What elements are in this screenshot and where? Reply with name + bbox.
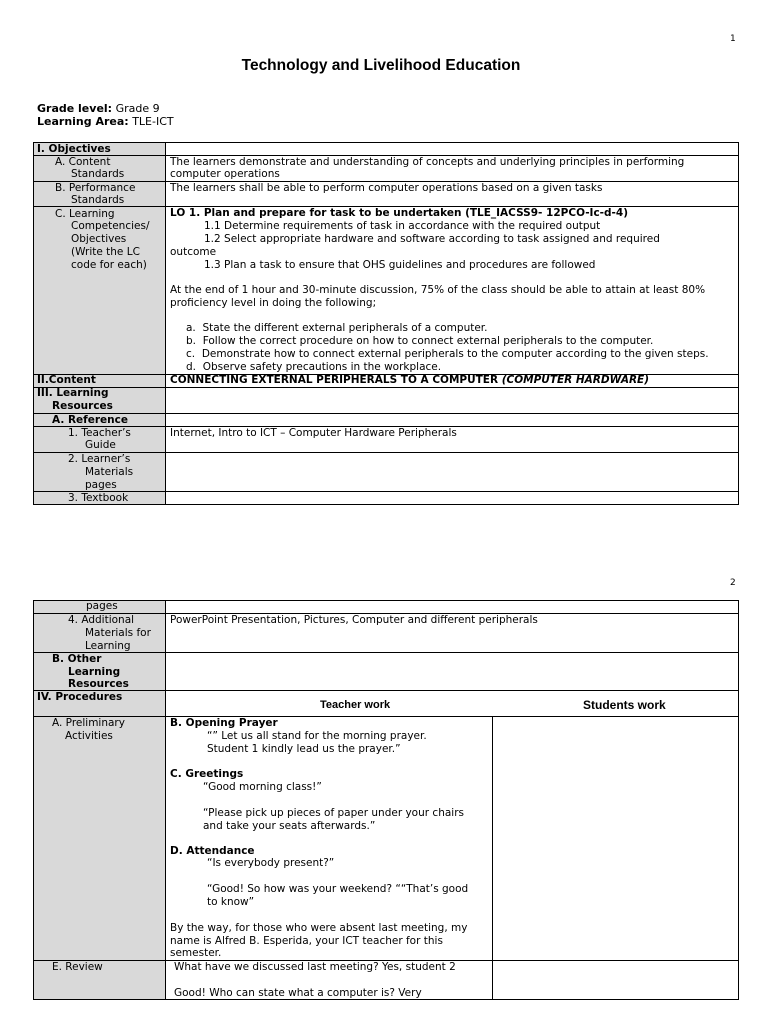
other-resources-label: B. Other xyxy=(52,653,102,665)
attendance-heading: D. Attendance xyxy=(170,845,255,857)
additional-materials-value: PowerPoint Presentation, Pictures, Computer and different peripherals xyxy=(170,614,538,626)
document-title: Technology and Livelihood Education xyxy=(241,57,521,74)
objective-intro: At the end of 1 hour and 30-minute discussion, 75% of the class should be able to attain at least 80% xyxy=(170,284,706,296)
preliminary-activities-label: A. Preliminary xyxy=(52,717,125,729)
additional-materials-label: 4. Additional xyxy=(68,614,135,626)
learners-materials-label: 2. Learner’s xyxy=(68,453,131,465)
page-number: 1 xyxy=(730,34,736,44)
objective-list-item: b. Follow the correct procedure on how to connect external peripherals to the computer. xyxy=(186,335,654,347)
grade-level: Grade level: Grade 9 xyxy=(37,102,160,115)
lo1-item: 1.2 Select appropriate hardware and software according to task assigned and required xyxy=(204,233,660,245)
content-standards-text: The learners demonstrate and understanding of concepts and underlying principles in performing xyxy=(170,156,685,168)
objective-list-item: c. Demonstrate how to connect external peripherals to the computer according to the given steps. xyxy=(186,348,709,360)
reference-label: A. Reference xyxy=(52,414,128,426)
lo1-item: 1.3 Plan a task to ensure that OHS guidelines and procedures are followed xyxy=(204,259,596,271)
objective-list-item: d. Observe safety precautions in the workplace. xyxy=(186,361,442,373)
lo1-item: 1.1 Determine requirements of task in accordance with the required output xyxy=(204,220,601,232)
review-label: E. Review xyxy=(52,961,103,973)
objectives-label: I. Objectives xyxy=(37,143,111,155)
performance-standards-label: B. Performance xyxy=(55,182,136,194)
learning-competencies-label: C. Learning xyxy=(55,208,115,220)
lo1-heading: LO 1. Plan and prepare for task to be undertaken (TLE_IACSS9- 12PCO-Ic-d-4) xyxy=(170,207,629,219)
content-value: CONNECTING EXTERNAL PERIPHERALS TO A COMPUTER (COMPUTER HARDWARE) xyxy=(170,374,650,386)
teachers-guide-label: 1. Teacher’s xyxy=(68,427,131,439)
learning-resources-label: III. Learning xyxy=(37,387,109,399)
textbook-label: 3. Textbook xyxy=(68,492,129,504)
objective-list-item: a. State the different external peripherals of a computer. xyxy=(186,322,488,334)
content-standards-label: A. Content xyxy=(55,156,111,168)
opening-prayer-heading: B. Opening Prayer xyxy=(170,717,278,729)
procedures-label: IV. Procedures xyxy=(37,691,123,703)
learning-area: Learning Area: TLE-ICT xyxy=(37,115,174,128)
teachers-guide-value: Internet, Intro to ICT – Computer Hardware Peripherals xyxy=(170,427,457,439)
page-number: 2 xyxy=(730,578,736,588)
content-label: II.Content xyxy=(37,374,96,386)
pages-label: pages xyxy=(86,600,118,612)
teacher-work-header: Teacher work xyxy=(320,699,391,711)
students-work-header: Students work xyxy=(583,698,666,712)
greetings-heading: C. Greetings xyxy=(170,768,244,780)
teacher-introduction: By the way, for those who were absent last meeting, my xyxy=(170,922,468,934)
review-text: What have we discussed last meeting? Yes, student 2 xyxy=(174,961,456,973)
performance-standards-text: The learners shall be able to perform computer operations based on a given tasks xyxy=(170,182,603,194)
